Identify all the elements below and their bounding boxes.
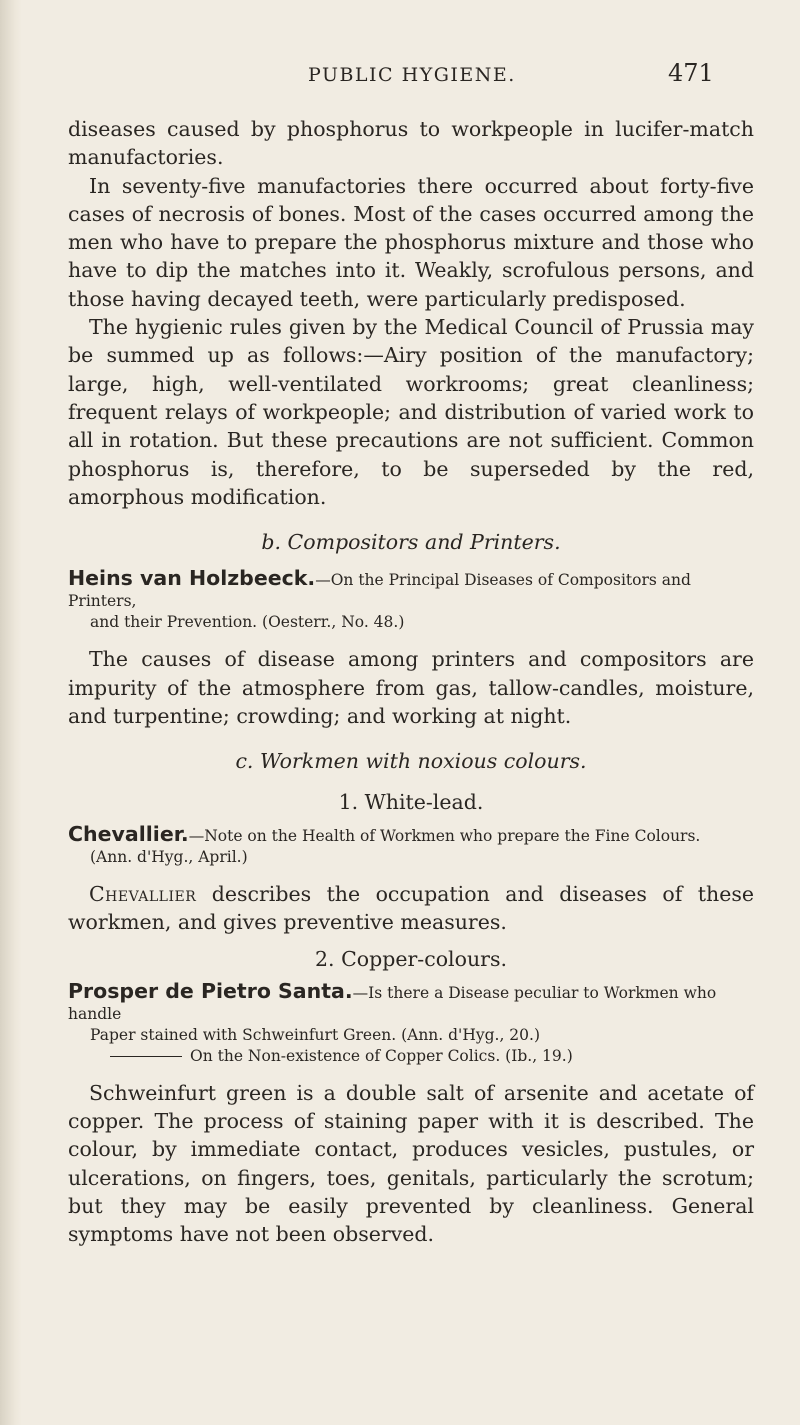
entry-title: —On the Principal Diseases of Compositors and Printers,: [68, 571, 691, 611]
paragraph-schweinfurt-green: Schweinfurt green is a double salt of arsenite and acetate of copper. The process of staining paper with it is described. The colour, by immediate contact, produces vesicles, pustules, or ulcerations, on fingers, toes, genitals, particularly the scrotum; but they may be easily prevented by cleanliness. General symptoms have not been observed.: [68, 1080, 754, 1247]
spacer: [68, 937, 754, 945]
page-header: [0, 59, 800, 94]
entry-author: Heins van Holzbeeck.: [68, 566, 316, 591]
bibliography-entry-pietro-santa: [68, 978, 754, 1067]
paragraph-chevallier-text: describes the occupation and diseases of these workmen, and gives preventive measures.: [68, 881, 754, 935]
paragraph-chevallier: [68, 880, 754, 937]
paragraph-continuation: diseases caused by phosphorus to workpeople in lucifer-match manufactories.: [68, 117, 754, 170]
author-name-smallcaps: Chevallier: [89, 881, 197, 906]
entry-title: —Is there a Disease peculiar to Workmen who handle: [68, 983, 717, 1023]
paragraph-hygienic-rules: The hygienic rules given by the Medical Council of Prussia may be summed up as follows:—Airy position of the manufactory; large, high, well-ventilated workrooms; great cleanliness; frequent relays of workpeople; and distribution of varied work to all in rotation. But these precautions are not sufficient. Common phosphorus is, therefore, to be superseded by the red, amorphous modification.: [68, 315, 754, 509]
section-heading-noxious-colours: c. Workmen with noxious colours.: [235, 749, 587, 774]
bibliography-entry-holzbeeck: [68, 568, 754, 633]
ditto-dash: [110, 1056, 182, 1057]
sub-heading-white-lead: 1. White-lead.: [338, 789, 484, 814]
entry-second-title: On the Non-existence of Copper Colics. (Ib., 19.): [190, 1046, 573, 1065]
paragraph-necrosis-cases: In seventy-five manufactories there occurred about forty-five cases of necrosis of bones. Most of the cases occurred among the men who have to prepare the phosphorus mixture and those who have to dip the matches into it. Weakly, scrofulous persons, and those having decayed teeth, were particularly predisposed.: [68, 173, 754, 311]
entry-title: —Note on the Health of Workmen who prepare the Fine Colours.: [188, 826, 701, 845]
entry-author: Prosper de Pietro Santa.: [68, 978, 353, 1003]
bibliography-entry-chevallier: [68, 821, 754, 868]
page-number: 471: [668, 59, 714, 87]
entry-title-continuation: (Ann. d'Hyg., April.): [90, 847, 248, 866]
paragraph-printers-diseases: The causes of disease among printers and compositors are impurity of the atmosphere from gas, tallow-candles, moisture, and turpentine; crowding; and working at night.: [68, 647, 754, 729]
running-title: PUBLIC HYGIENE.: [308, 64, 516, 86]
sub-heading-copper-colours: 2. Copper-colours.: [315, 946, 507, 971]
entry-title-continuation: Paper stained with Schweinfurt Green. (Ann. d'Hyg., 20.): [90, 1025, 540, 1044]
page-content: [68, 115, 754, 1249]
page-binding-shadow: [0, 0, 22, 1425]
entry-author: Chevallier.: [68, 821, 189, 846]
section-heading-compositors: b. Compositors and Printers.: [261, 530, 561, 555]
entry-second-work: [68, 1046, 754, 1067]
entry-title-continuation: and their Prevention. (Oesterr., No. 48.): [90, 613, 405, 632]
